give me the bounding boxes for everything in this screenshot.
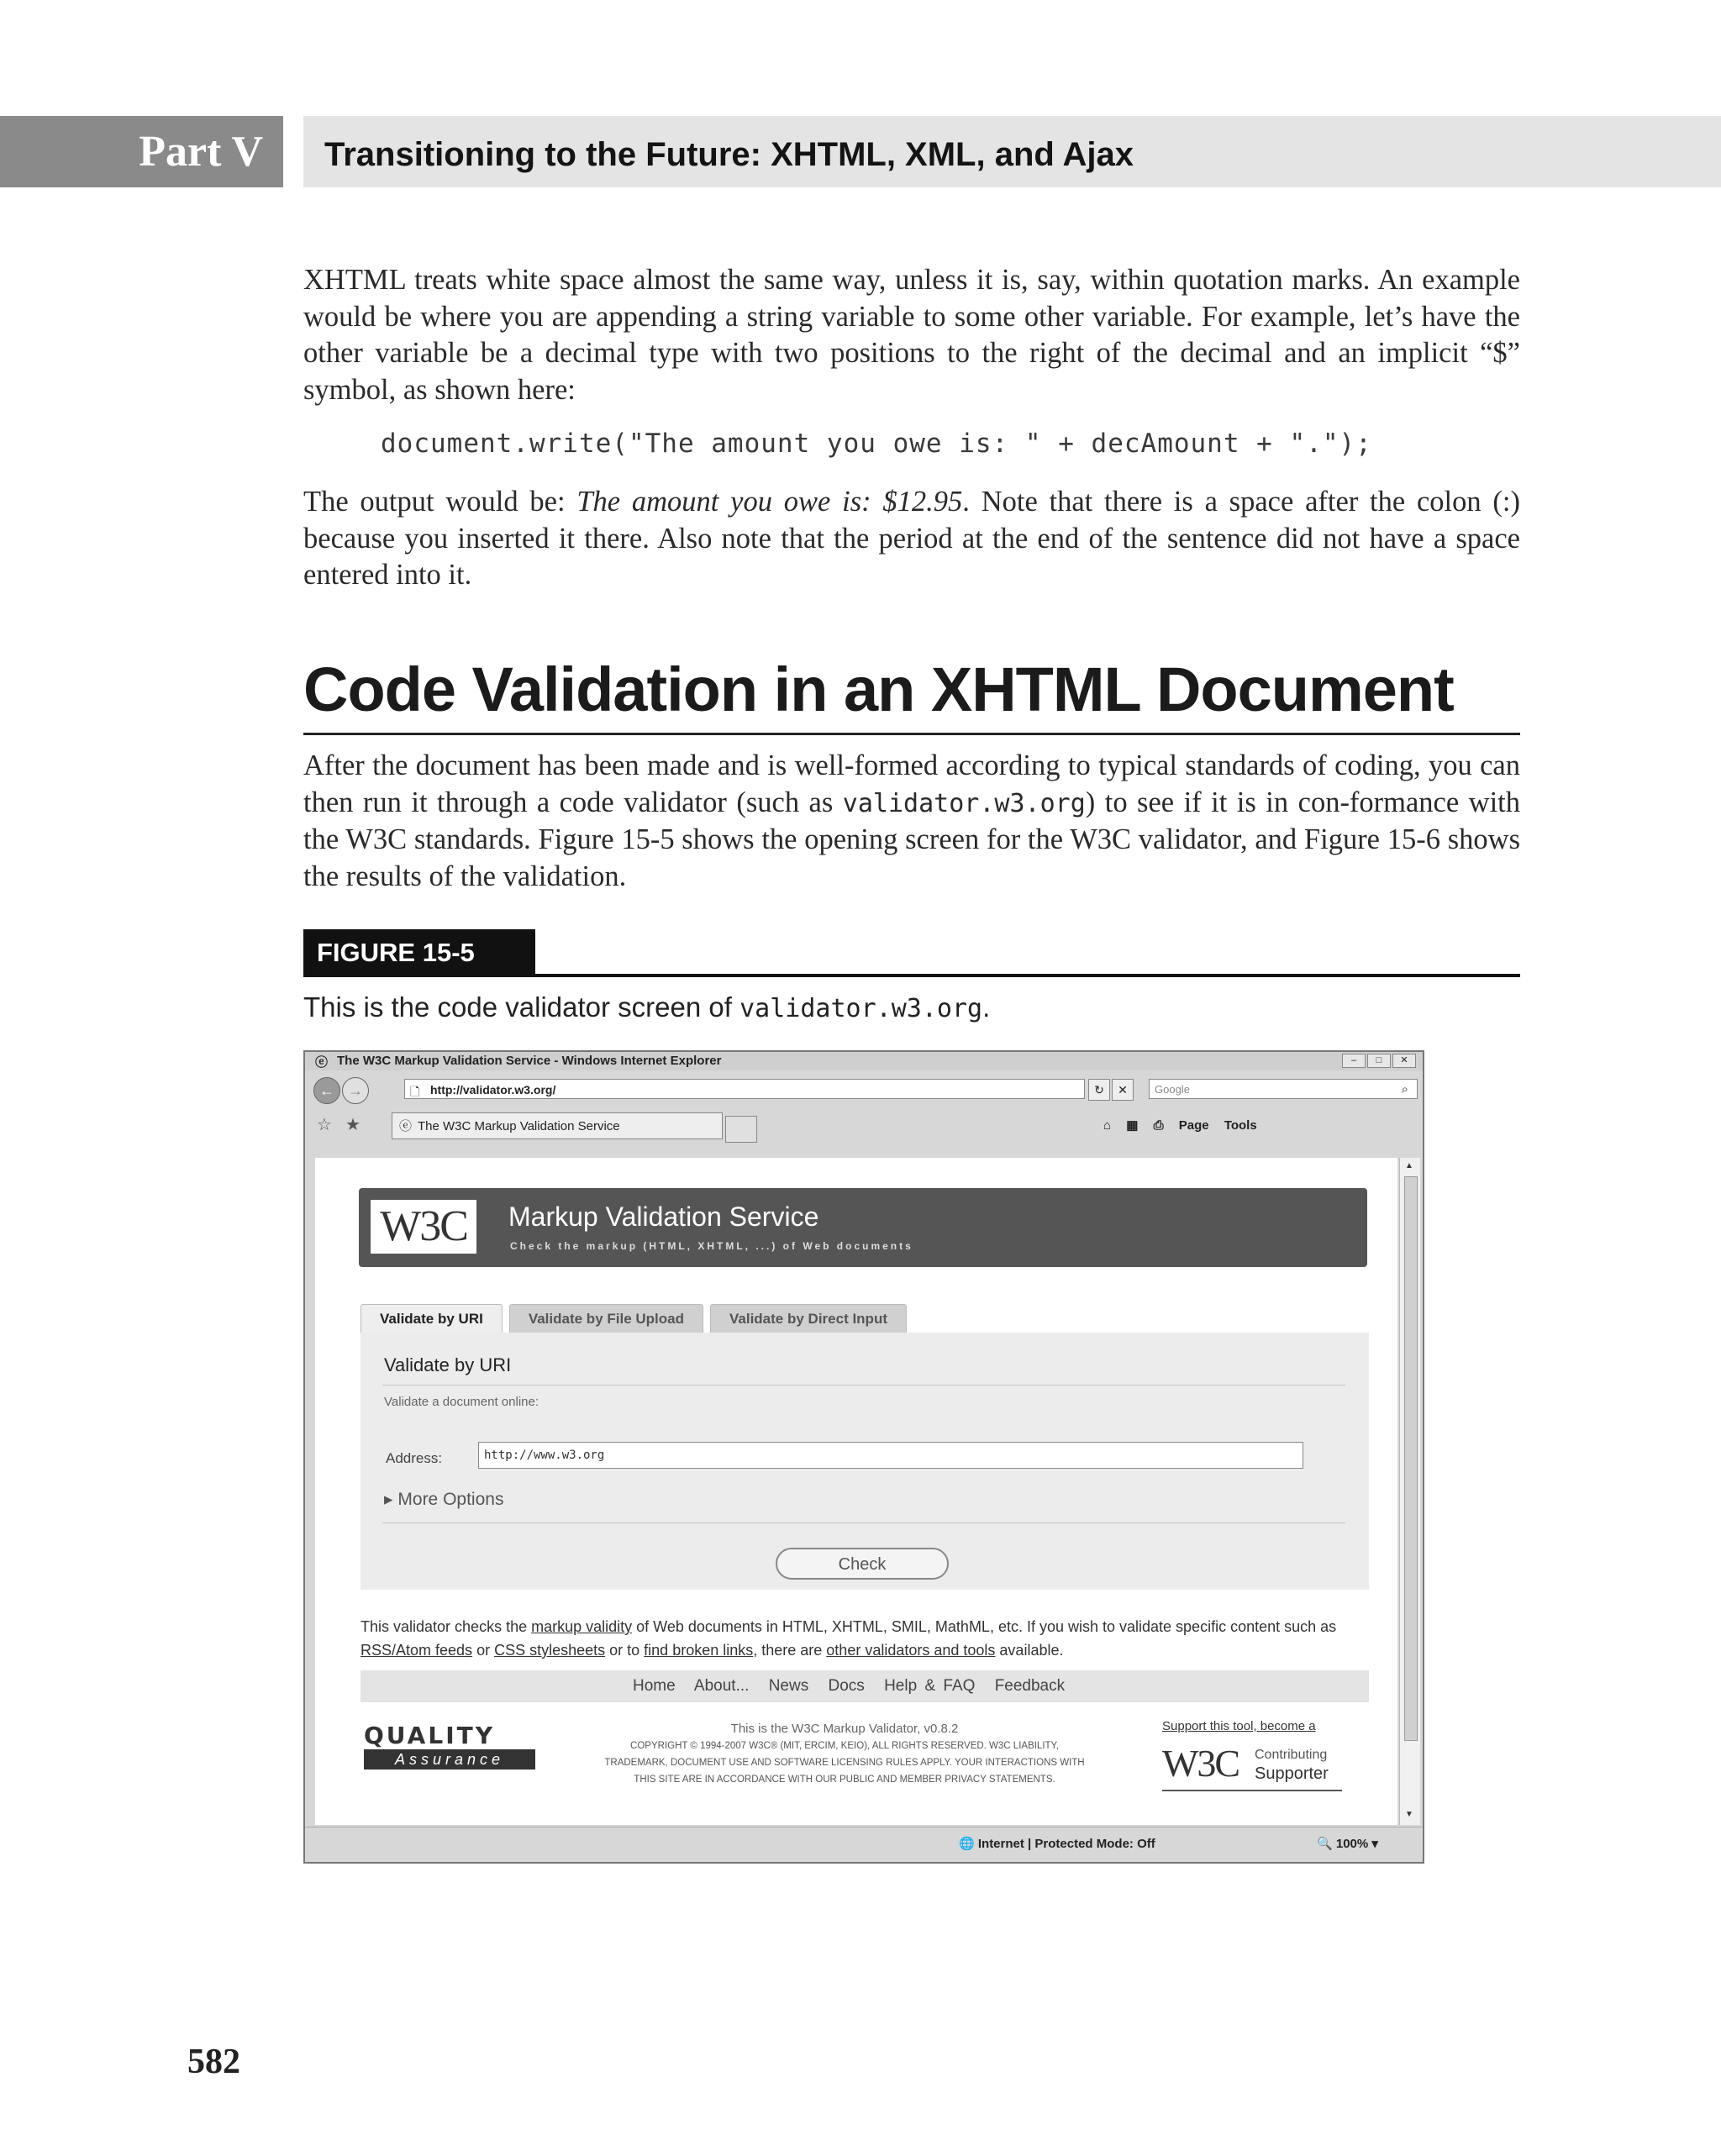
new-tab-button[interactable]	[725, 1116, 757, 1143]
footer-link-home[interactable]: Home	[633, 1677, 676, 1695]
scroll-thumb[interactable]	[1404, 1176, 1418, 1741]
command-bar	[1103, 1117, 1269, 1133]
page-content	[315, 1158, 1397, 1825]
markup-validity-link[interactable]: markup validity	[531, 1618, 633, 1635]
page-icon: 🗋	[410, 1085, 420, 1098]
search-input[interactable]: Google ⌕	[1149, 1079, 1418, 1099]
tab-validate-upload[interactable]: Validate by File Upload	[509, 1304, 703, 1334]
section-heading: Code Validation in an XHTML Document	[303, 652, 1520, 735]
supporter-badge[interactable]: Support this tool, become a W3C Contributing Supporter	[1162, 1719, 1342, 1733]
page-number: 582	[187, 2043, 240, 2081]
part-label: Part V	[0, 116, 283, 187]
tools-menu[interactable]: Tools	[1224, 1118, 1257, 1133]
address-label: Address:	[386, 1450, 443, 1466]
validator-url-inline: validator.w3.org	[842, 788, 1086, 818]
validator-banner	[359, 1188, 1367, 1267]
check-button[interactable]: Check	[776, 1548, 949, 1580]
css-link[interactable]: CSS stylesheets	[494, 1642, 606, 1659]
maximize-icon[interactable]: □	[1367, 1054, 1391, 1068]
page-menu[interactable]: Page	[1178, 1118, 1209, 1133]
validator-intro: This validator checks the markup validity of Web documents in HTML, XHTML, SMIL, MathML, etc. If you wish to validate specific content such as RSS/Atom feeds or CSS stylesheets or to find broken links, there are other validators and tools available.	[361, 1618, 1337, 1659]
window-title-bar	[305, 1052, 1423, 1070]
banner-subtitle: Check the markup (HTML, XHTML, ...) of Web documents	[510, 1240, 913, 1252]
footer-nav	[361, 1670, 1369, 1702]
back-icon[interactable]: ←	[313, 1077, 340, 1104]
rss-feeds-link[interactable]: RSS/Atom feeds	[361, 1642, 473, 1659]
status-bar	[305, 1827, 1423, 1861]
footer-link-about[interactable]: About...	[693, 1677, 750, 1695]
more-options-toggle[interactable]: ▸ More Options	[384, 1490, 504, 1509]
ie-tab-icon: ⓔ	[399, 1119, 413, 1133]
w3c-logo[interactable]: W3C	[371, 1200, 476, 1254]
vertical-scrollbar[interactable]	[1399, 1158, 1420, 1825]
code-example: document.write("The amount you owe is: " + decAmount + ".");	[381, 429, 1372, 459]
broken-links-link[interactable]: find broken links	[644, 1642, 754, 1659]
tab-validate-uri[interactable]: Validate by URI	[361, 1304, 503, 1334]
figure-label: FIGURE 15-5	[303, 929, 535, 976]
footer-link-feedback[interactable]: Feedback	[994, 1677, 1066, 1695]
home-icon[interactable]: ⌂	[1103, 1118, 1112, 1133]
w3c-small-logo: W3C	[1162, 1742, 1239, 1785]
address-bar[interactable]: 🗋 http://validator.w3.org/	[404, 1079, 1085, 1099]
browser-tab[interactable]: ⓔ The W3C Markup Validation Service	[392, 1112, 723, 1139]
tab-validate-direct[interactable]: Validate by Direct Input	[710, 1304, 907, 1334]
window-title: The W3C Markup Validation Service - Windows Internet Explorer	[337, 1054, 722, 1068]
forward-icon[interactable]: →	[342, 1077, 369, 1104]
figure-caption: This is the code validator screen of validator.w3.org.	[303, 991, 991, 1023]
stop-icon[interactable]: ✕	[1112, 1079, 1134, 1101]
quality-assurance-logo[interactable]: QUALITY Assurance	[364, 1722, 535, 1769]
feeds-icon[interactable]: ▦	[1126, 1118, 1139, 1133]
output-paragraph: The output would be: The amount you owe is: $12.95. Note that there is a space after the colon (:) because you inserted it there. Also note that the period at the end of the sentence did not have a space entered into it.	[303, 486, 1520, 591]
footer-link-help[interactable]: Help & FAQ	[884, 1677, 976, 1695]
ie-icon: ⓔ	[315, 1055, 329, 1070]
divider	[382, 1385, 1345, 1386]
validate-uri-panel	[361, 1333, 1369, 1590]
section-body: After the document has been made and is well-formed according to typical standards of coding, you can then run it through a code validator (such as validator.w3.org) to see if it is in con-formance with the W3C standards. Figure 15-5 shows the opening screen for the W3C validator, and Figure 15-6 shows the results of the validation.	[303, 749, 1521, 892]
browser-screenshot	[303, 1050, 1424, 1864]
figure-rule	[303, 974, 1520, 977]
tab-row	[305, 1107, 1423, 1141]
form-subheading: Validate a document online:	[384, 1395, 539, 1409]
intro-paragraph: XHTML treats white space almost the same way, unless it is, say, within quotation marks. An example would be where you are appending a string variable to some other variable. For example, let’s have the other variable be a decimal type with two positions to the right of the decimal and an implicit “$” symbol, as shown here:	[303, 264, 1520, 406]
other-validators-link[interactable]: other validators and tools	[826, 1642, 996, 1659]
security-zone[interactable]: 🌐 Internet | Protected Mode: Off	[959, 1837, 1155, 1851]
address-input[interactable]: http://www.w3.org	[478, 1442, 1303, 1469]
close-icon[interactable]: ✕	[1392, 1054, 1416, 1068]
add-favorites-icon[interactable]: ★	[345, 1116, 361, 1134]
running-header-title: Transitioning to the Future: XHTML, XML, and Ajax	[303, 116, 1721, 187]
banner-title: Markup Validation Service	[508, 1202, 819, 1232]
footer-link-news[interactable]: News	[768, 1677, 809, 1695]
form-heading: Validate by URI	[384, 1354, 512, 1375]
minimize-icon[interactable]: –	[1342, 1054, 1366, 1068]
zoom-level[interactable]: 🔍 100% ▾	[1317, 1837, 1378, 1851]
output-example: The amount you owe is: $12.95	[576, 486, 963, 518]
scroll-down-icon[interactable]: ▼	[1405, 1810, 1413, 1819]
address-row	[305, 1072, 1423, 1106]
search-icon[interactable]: ⌕	[1401, 1082, 1408, 1096]
favorites-icon[interactable]: ☆	[317, 1116, 332, 1134]
divider	[382, 1522, 1345, 1523]
scroll-up-icon[interactable]: ▲	[1405, 1161, 1413, 1170]
print-icon[interactable]: ⎙	[1153, 1118, 1164, 1133]
validator-tabs	[361, 1304, 907, 1334]
copyright-notice: This is the W3C Markup Validator, v0.8.2 COPYRIGHT © 1994-2007 W3C® (MIT, ERCIM, KEIO), ALL RIGHTS RESERVED. W3C LIABILITY, TRADEMARK, DOCUMENT USE AND SOFTWARE LICENSING RULES APPLY. YOUR INTERACTIONS WITH THIS SITE ARE IN ACCORDANCE WITH OUR PUBLIC AND MEMBER PRIVACY STATEMENTS.	[604, 1722, 1085, 1785]
footer-link-docs[interactable]: Docs	[828, 1677, 865, 1695]
refresh-icon[interactable]: ↻	[1088, 1079, 1110, 1101]
